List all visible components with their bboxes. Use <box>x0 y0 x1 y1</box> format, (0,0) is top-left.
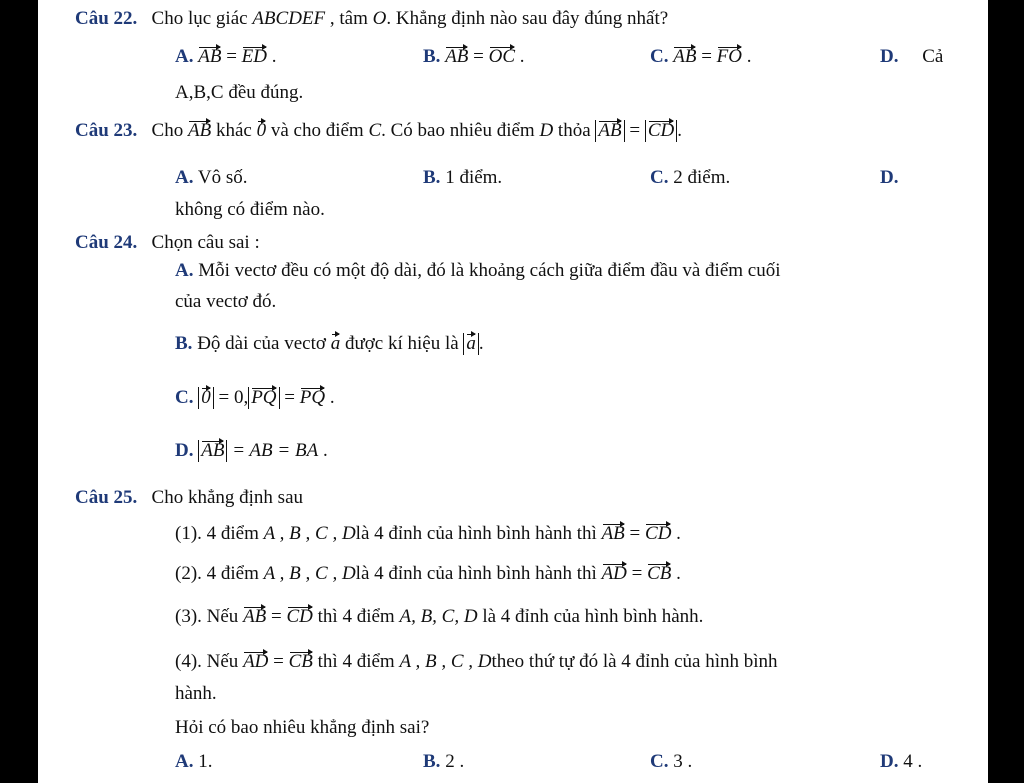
q24-a-text: Mỗi vectơ đều có một độ dài, đó là khoảng cách giữa điểm đầu và điểm cuối <box>198 260 781 281</box>
q25-s4-points: A , B , C , D <box>399 651 492 672</box>
q25-s1-points: A , B , C , D <box>263 523 356 544</box>
vector: ED <box>241 46 267 67</box>
q25-a-text: 1. <box>198 751 213 772</box>
q24-a-continuation: của vectơ đó. <box>175 291 277 312</box>
q24-stem <box>75 232 260 254</box>
q25-s4-text: (4). Nếu <box>175 651 244 672</box>
q25-s3-text3: là 4 đỉnh của hình bình hành. <box>477 606 704 627</box>
q24-option-c: C. 0 = 0, PQ = PQ . <box>175 387 335 408</box>
q23-text: Cho <box>151 120 188 141</box>
q24-b-text: Độ dài của vectơ <box>197 333 331 354</box>
q23-option-c <box>650 167 730 189</box>
q24-b-label: B. <box>175 333 193 354</box>
q22-c-label: C. <box>650 46 669 67</box>
vector: FO <box>716 46 742 67</box>
vector: PQ <box>251 387 277 408</box>
q22-option-b: B. AB = OC . <box>423 46 525 67</box>
q22-b-label: B. <box>423 46 441 67</box>
abs-vector <box>645 120 677 142</box>
q22-option-d <box>880 46 943 68</box>
q23-c-label: C. <box>650 167 669 188</box>
q23-d-label: D. <box>880 167 899 188</box>
q22-text3: . Khẳng định nào sau đây đúng nhất? <box>386 8 669 29</box>
q25-question: Hỏi có bao nhiêu khẳng định sai? <box>175 717 430 738</box>
q25-text: Cho khẳng định sau <box>151 487 304 508</box>
vector: CB <box>647 563 672 584</box>
q25-c-text: 3 . <box>673 751 693 772</box>
vector: AB <box>601 523 625 544</box>
q23-a-text: Vô số. <box>197 167 248 188</box>
q23-option-a <box>175 167 248 189</box>
q25-d-label: D. <box>880 751 899 772</box>
abs-vector <box>595 120 624 142</box>
vector: CD <box>286 606 313 627</box>
q23-a-label: A. <box>175 167 194 188</box>
vector: AB <box>187 120 212 141</box>
abs-vector <box>198 440 227 462</box>
q23-b-text: 1 điểm. <box>445 167 503 188</box>
q25-statement-3: (3). Nếu AB = CD thì 4 điểm A, B, C, D là 4 đỉnh của hình bình hành. <box>175 606 704 627</box>
q25-s4-text3: theo thứ tự đó là 4 đỉnh của hình bình <box>491 651 778 672</box>
q24-c-label: C. <box>175 387 194 408</box>
vector: AD <box>243 651 269 672</box>
q23-b-label: B. <box>423 167 441 188</box>
zero-vector: 0 <box>201 387 211 408</box>
abs-vector <box>198 387 214 409</box>
q23-option-b <box>423 167 502 189</box>
q23-label: Câu 23. <box>75 120 138 141</box>
q23-d-continuation: không có điểm nào. <box>175 199 325 220</box>
q25-s2-text: (2). 4 điểm <box>175 563 264 584</box>
q22-text2: , tâm <box>325 8 373 29</box>
q24-c-eq: = <box>279 387 300 408</box>
q22-d-continuation: A,B,C đều đúng. <box>175 82 304 103</box>
q25-d-text: 4 . <box>903 751 923 772</box>
vector: OC <box>488 46 516 67</box>
vector: AB <box>445 46 469 67</box>
q25-s4-continuation: hành. <box>175 683 217 704</box>
q24-option-a <box>175 260 781 282</box>
zero-vector: 0 <box>256 120 267 141</box>
vector: AB <box>243 606 267 627</box>
q23-stem: Câu 23. Cho AB khác 0 và cho điểm C. Có bao nhiêu điểm D thỏa AB = CD . <box>75 120 682 141</box>
q25-s1-text2: là 4 đỉnh của hình bình hành thì <box>355 523 602 544</box>
q22-label: Câu 22. <box>75 8 138 29</box>
vector: AB <box>598 120 622 141</box>
q22-stem <box>75 8 668 30</box>
q22-option-a: A. AB = ED . <box>175 46 277 67</box>
q23-text: và cho điểm <box>266 120 369 141</box>
q22-d-label: D. <box>880 46 899 67</box>
q25-s3-points: A, B, C, D <box>399 606 478 627</box>
vector: PQ <box>299 387 326 408</box>
q25-b-text: 2 . <box>445 751 465 772</box>
q23-text: . Có bao nhiêu điểm <box>381 120 540 141</box>
q24-option-d: D. AB = AB = BA . <box>175 440 328 461</box>
q25-c-label: C. <box>650 751 669 772</box>
q25-s1-text: (1). 4 điểm <box>175 523 264 544</box>
q24-c-text: = 0, <box>213 387 249 408</box>
vector: CB <box>288 651 313 672</box>
q24-text: Chọn câu sai : <box>151 232 260 253</box>
q24-option-b: B. Độ dài của vectơ a được kí hiệu là a . <box>175 333 484 354</box>
q25-statement-4: (4). Nếu AD = CB thì 4 điểm A , B , C , Dtheo thứ tự đó là 4 đỉnh của hình bình <box>175 651 778 672</box>
q22-option-c: C. AB = FO . <box>650 46 752 67</box>
q25-s3-text2: thì 4 điểm <box>312 606 400 627</box>
q22-center: O <box>372 8 387 29</box>
point-d: D <box>539 120 554 141</box>
vector: AD <box>601 563 627 584</box>
q25-s2-points: A , B , C , D <box>263 563 356 584</box>
vector: CD <box>645 523 672 544</box>
q25-statement-2: (2). 4 điểm A , B , C , Dlà 4 đỉnh của hình bình hành thì AD = CB . <box>175 563 681 584</box>
q25-s2-text2: là 4 đỉnh của hình bình hành thì <box>355 563 602 584</box>
q25-statement-1: (1). 4 điểm A , B , C , Dlà 4 đỉnh của hình bình hành thì AB = CD . <box>175 523 681 544</box>
q24-b-text2: được kí hiệu là <box>340 333 464 354</box>
q25-b-label: B. <box>423 751 441 772</box>
q25-stem <box>75 487 303 509</box>
vector: a <box>466 333 476 354</box>
abs-vector <box>248 387 279 409</box>
q25-option-c <box>650 751 692 773</box>
q25-option-a <box>175 751 212 773</box>
q22-a-label: A. <box>175 46 194 67</box>
q23-c-text: 2 điểm. <box>673 167 731 188</box>
vector: AB <box>198 46 222 67</box>
q24-a-label: A. <box>175 260 194 281</box>
vector: AB <box>673 46 697 67</box>
q25-s3-text: (3). Nếu <box>175 606 244 627</box>
q22-hexagon: ABCDEF <box>252 8 326 29</box>
point-c: C <box>368 120 382 141</box>
q25-option-b <box>423 751 464 773</box>
q23-option-d <box>880 167 898 189</box>
q24-d-text: = AB = BA <box>227 440 319 461</box>
worksheet-page <box>38 0 988 783</box>
abs-vector <box>463 333 479 355</box>
q23-text: thỏa <box>553 120 596 141</box>
vector: CD <box>647 120 675 141</box>
q24-d-label: D. <box>175 440 194 461</box>
q22-text: Cho lục giác <box>151 8 253 29</box>
q25-a-label: A. <box>175 751 194 772</box>
q25-option-d <box>880 751 922 773</box>
q25-s4-text2: thì 4 điểm <box>312 651 400 672</box>
q24-label: Câu 24. <box>75 232 138 253</box>
vector: AB <box>201 440 225 461</box>
q22-d-text: Cả <box>922 46 944 67</box>
q25-label: Câu 25. <box>75 487 138 508</box>
q23-text: khác <box>211 120 257 141</box>
vector: a <box>330 333 341 354</box>
